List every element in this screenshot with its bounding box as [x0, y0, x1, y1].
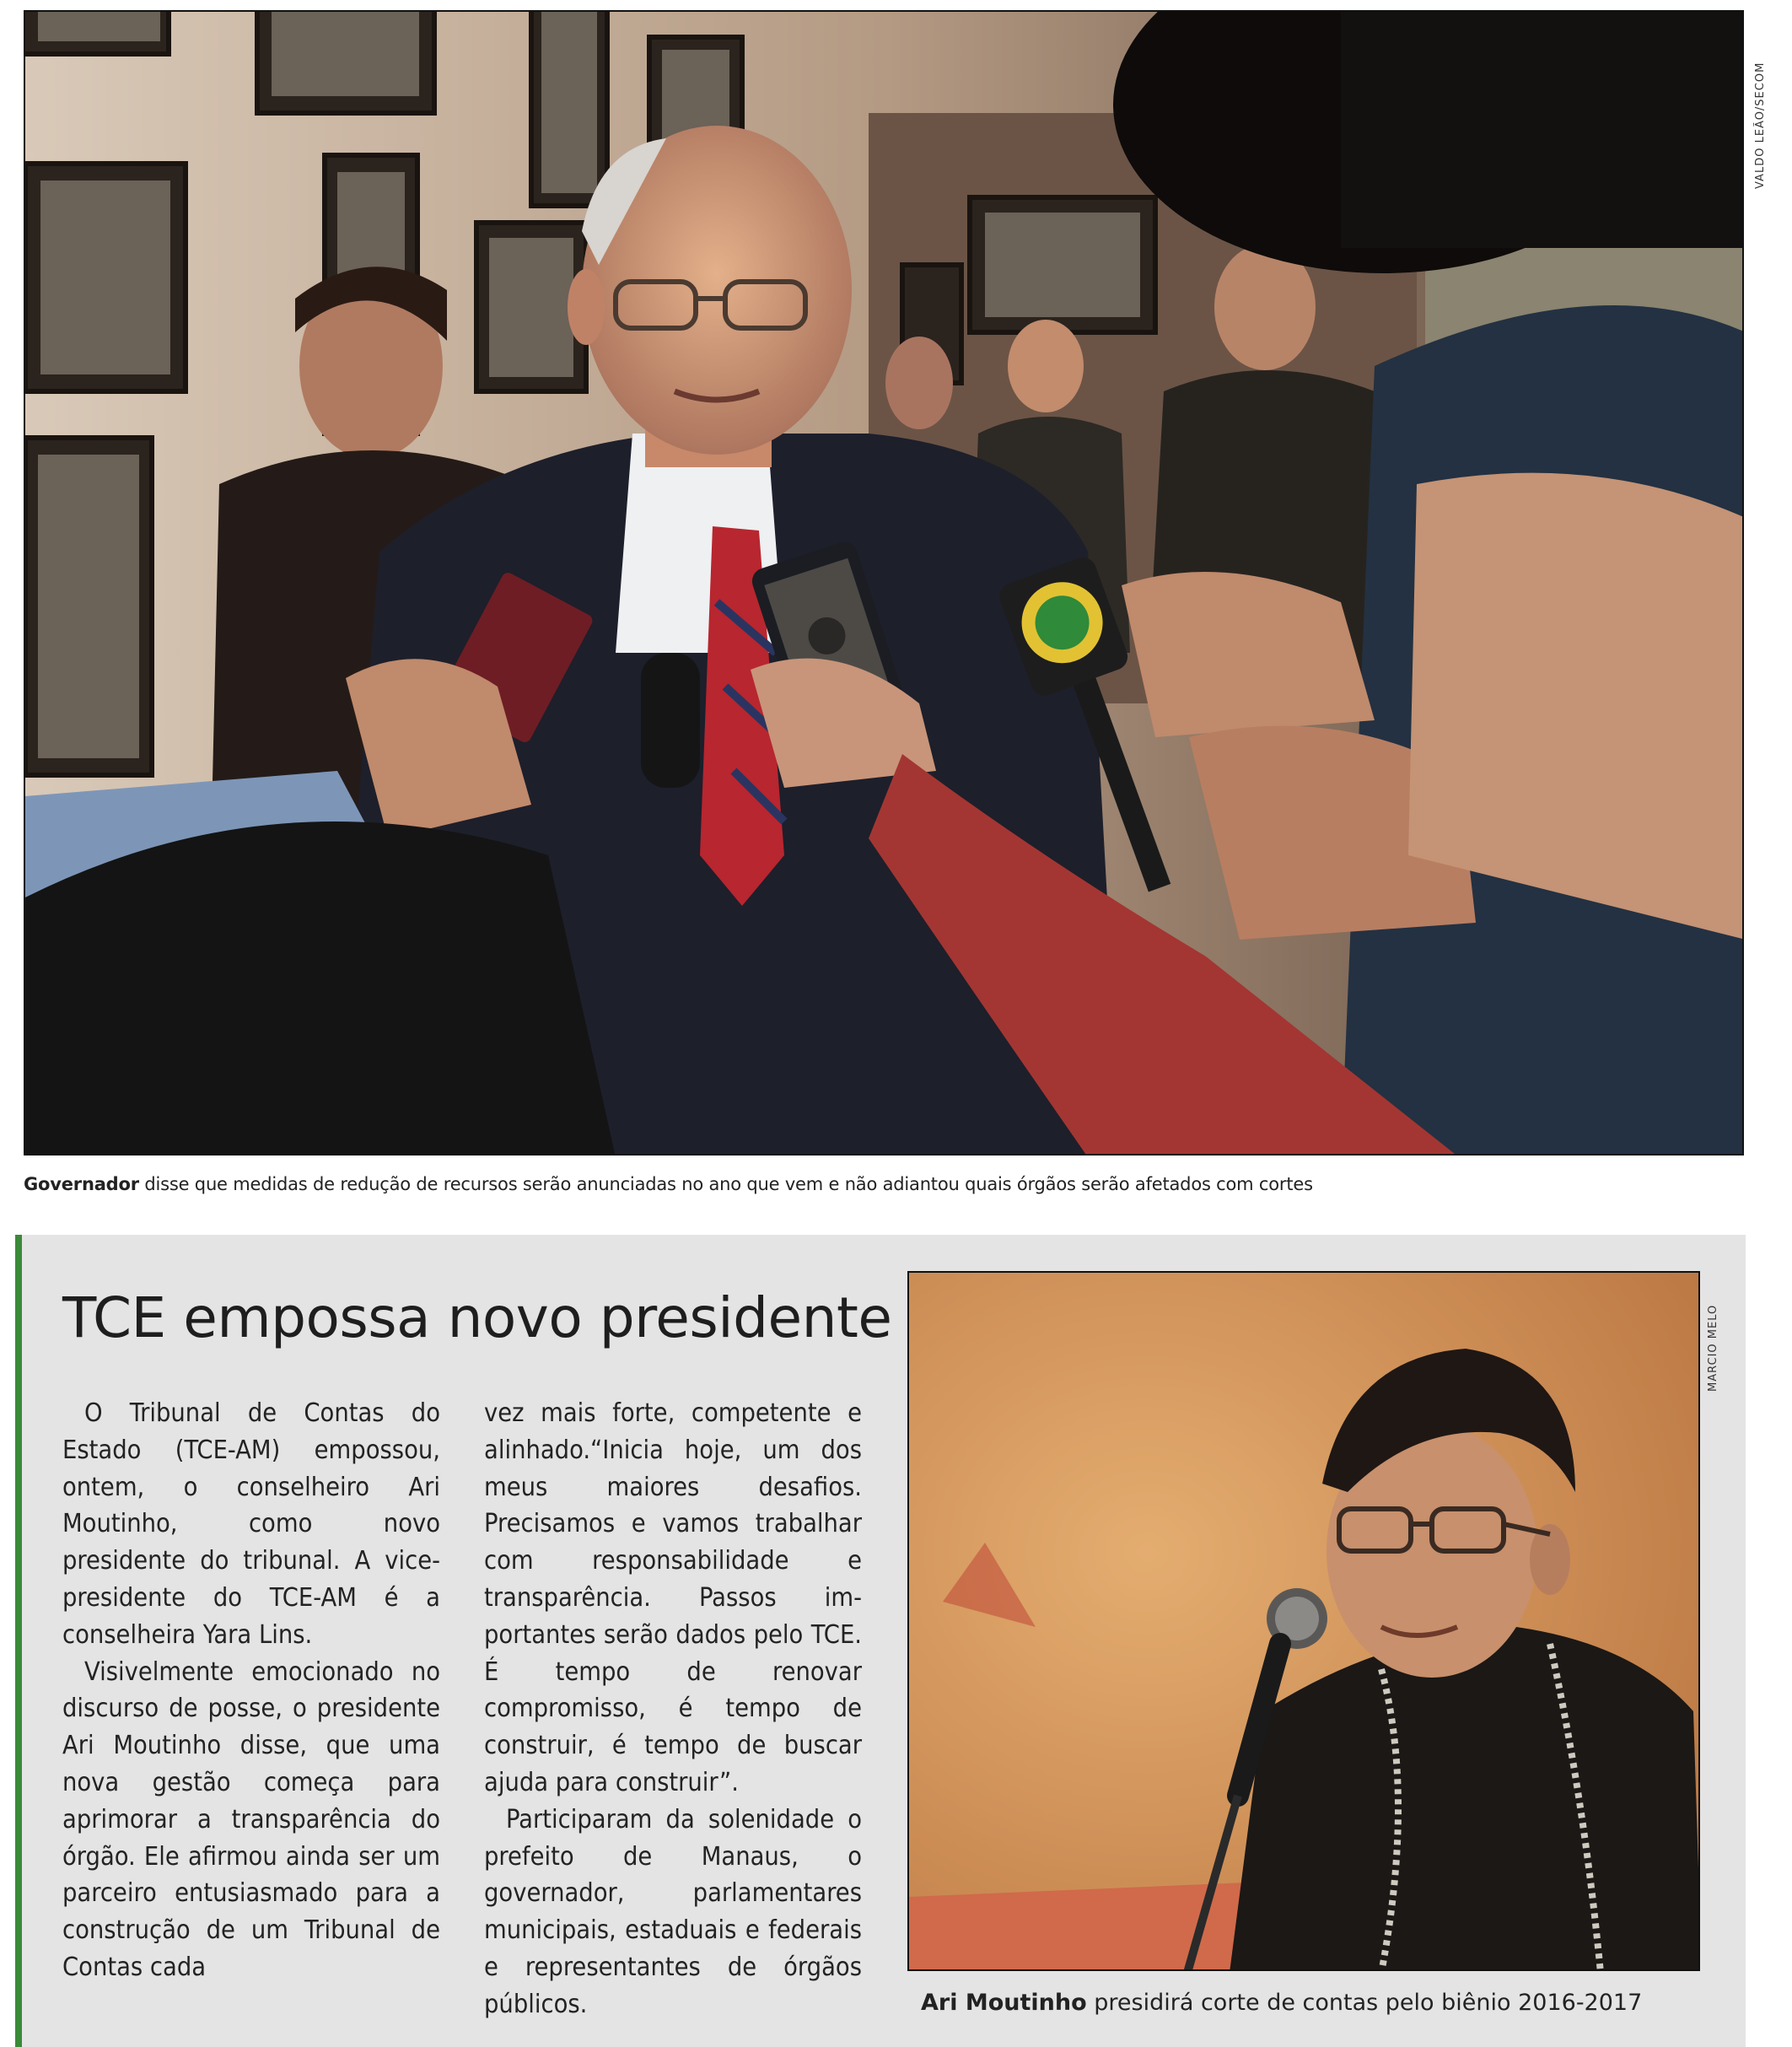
governor-press-photo	[24, 10, 1744, 1155]
paragraph: Visivelmente emocionado no discurso de posse, o presidente Ari Moutinho disse, que uma nova gestão começa para aprimorar a transparência do órgão. Ele afirmou ainda ser um parceiro entusiasmado para a construção de um Tribunal de Contas cada	[62, 1656, 440, 1982]
caption-lead: Governador	[24, 1174, 139, 1194]
paragraph: Participaram da solenidade o prefeito de Manaus, o governador, parlamentares municipais, estaduais e federais e representantes de órgãos públicos.	[484, 1804, 862, 2019]
paragraph: vez mais forte, competente e alinhado.“Inicia hoje, um dos meus maiores desafios. Precisamos e vamos trabalhar com responsabilidade e transparência. Passos importantes serão dados pelo TCE. É tempo de renovar compromisso, é tempo de construir, é tempo de buscar ajuda para construir”.	[484, 1398, 862, 1797]
article-column-2	[484, 1395, 862, 2023]
caption-lead: Ari Moutinho	[921, 1990, 1087, 2016]
ari-moutinho-photo	[907, 1271, 1700, 1971]
photo-credit-top: VALDO LEÃO/SECOM	[1754, 62, 1767, 189]
governor-press-illustration	[25, 12, 1744, 1155]
news-box	[15, 1235, 1746, 2047]
headline: TCE empossa novo presidente	[62, 1285, 892, 1350]
second-photo-caption	[921, 1990, 1642, 2016]
article-column-1	[62, 1395, 440, 1986]
speaker-illustration	[909, 1273, 1700, 1971]
caption-text: disse que medidas de redução de recursos serão anunciadas no ano que vem e não adiantou quais órgãos serão afetados com cortes	[138, 1174, 1313, 1194]
photo-credit-2: MARCIO MELO	[1707, 1304, 1719, 1392]
top-photo-caption	[24, 1174, 1778, 1194]
paragraph: O Tribunal de Contas do Estado (TCE-AM) empossou, ontem, o conselheiro Ari Moutinho, como novo presidente do tribunal. A vice-presidente do TCE-AM é a conselheira Yara Lins.	[62, 1398, 440, 1650]
caption-text: presidirá corte de contas pelo biênio 2016-2017	[1086, 1990, 1643, 2016]
